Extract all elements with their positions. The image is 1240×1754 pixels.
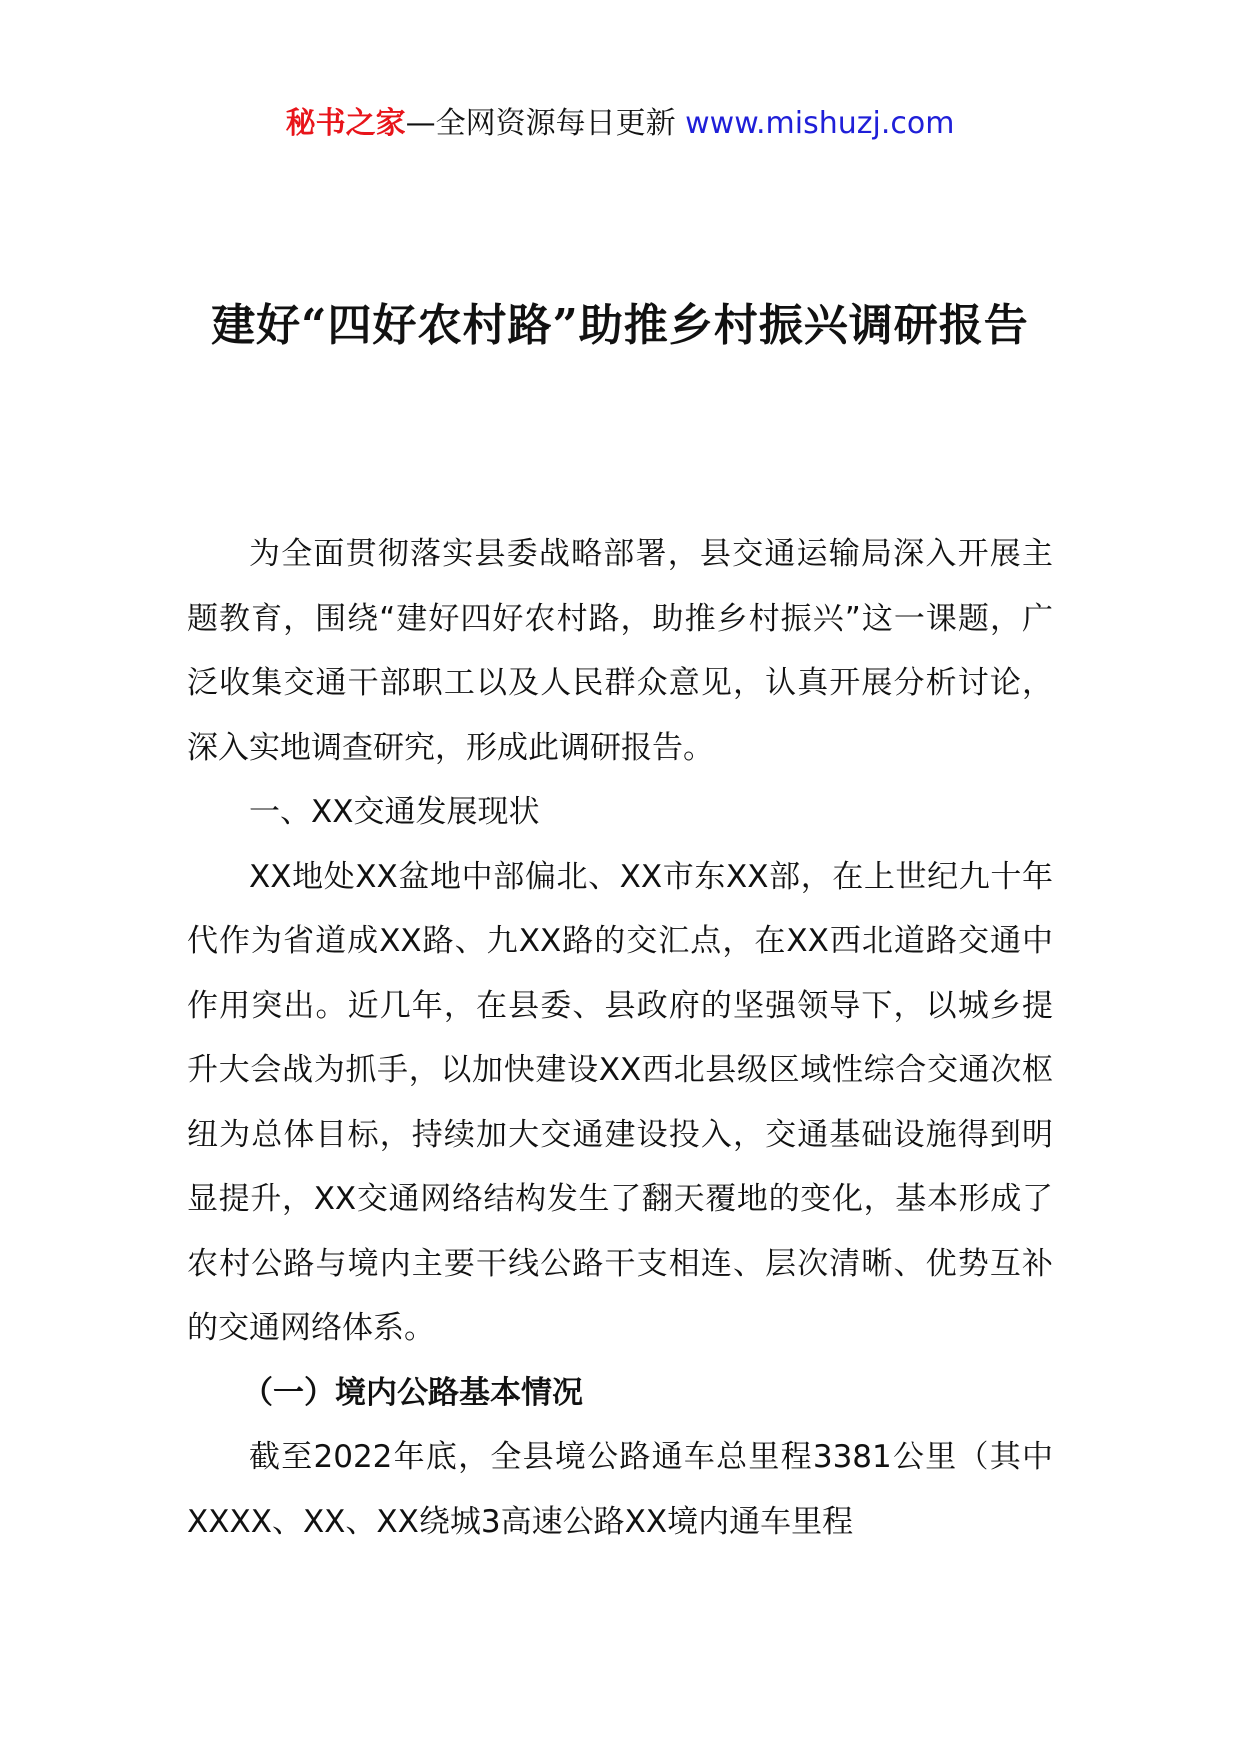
- body-paragraph: XX地处XX盆地中部偏北、XX市东XX部，在上世纪九十年代作为省道成XX路、九XX路的交汇点，在XX西北道路交通中作用突出。近几年，在县委、县政府的坚强领导下，以城乡提升大会战为抓手，以加快建设XX西北县级区域性综合交通次枢纽为总体目标，持续加大交通建设投入，交通基础设施得到明显提升，XX交通网络结构发生了翻天覆地的变化，基本形成了农村公路与境内主要干线公路干支相连、层次清晰、优势互补的交通网络体系。: [187, 858, 1053, 1346]
- site-header: [0, 104, 1240, 144]
- document-body: [187, 522, 1053, 1554]
- section-heading: 一、XX交通发展现状: [249, 794, 540, 830]
- body-paragraph: 截至2022年底，全县境公路通车总里程3381公里（其中XXXX、XX、XX绕城3高速公路XX境内通车里程: [187, 1439, 1053, 1540]
- document-title: 建好“四好农村路”助推乡村振兴调研报告: [211, 300, 1029, 351]
- subsection-heading: （一）境内公路基本情况: [242, 1374, 583, 1411]
- site-url-link[interactable]: www.mishuzj.com: [685, 106, 955, 141]
- brand-name: 秘书之家: [285, 106, 406, 141]
- intro-paragraph: 为全面贯彻落实县委战略部署，县交通运输局深入开展主题教育，围绕“建好四好农村路，助推乡村振兴”这一课题，广泛收集交通干部职工以及人民群众意见，认真开展分析讨论，深入实地调查研究，形成此调研报告。: [187, 536, 1053, 766]
- header-slogan: —全网资源每日更新: [405, 106, 686, 141]
